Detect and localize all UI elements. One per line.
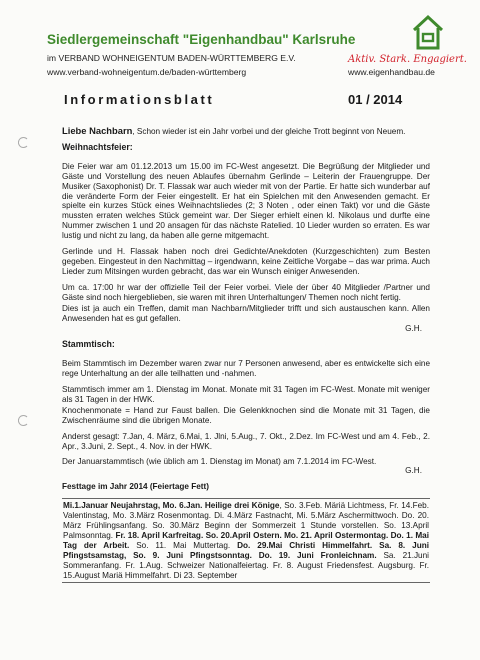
festtage-segment-bold: Fr. 18. April Karfreitag. So. 20.April Ostern. Mo. 21. April Ostermontag. Do. 1. Mai Tag der Arbeit. bbox=[63, 530, 429, 550]
festtage-segment: , So. 3.Feb. Märiä Lichtmess, Fr. 14.Feb. Valentinstag, Mo. 3.März Rosenmontag. Di. 4.März Fastnacht, Mi. 5.März Aschermittwoch. Do. 20. März Frühlingsanfang. So. 30.März Beginn der Sommerzeit 1 Stunde vorstellen. So. 13.April Palmsonntag. bbox=[63, 501, 430, 540]
house-logo-icon bbox=[412, 14, 444, 52]
signature: G.H. bbox=[405, 466, 422, 476]
section-heading-festtage: Festtage im Jahr 2014 (Feiertage Fett) bbox=[62, 482, 209, 492]
stammtisch-paragraph-4: Anderst gesagt: 7.Jan, 4. März, 6.Mai, 1. Jlni, 5.Aug., 7. Okt., 2.Dez. Im FC-West und am 4. Feb., 2. Apr., 3.Juni, 2. Sept., 4. Nov. in der HWK. bbox=[62, 431, 430, 451]
festtage-segment-bold: Mi.1.Januar Neujahrstag, Mo. 6.Jan. Heilige drei Könige bbox=[63, 501, 280, 511]
weihnachtsfeier-paragraph-3: Um ca. 17:00 hr war der offizielle Teil der Feier vorbei. Viele der über 40 Mitglieder /Partner und Gäste sind noch hiergeblieben, sie waren mit ihren Unterhaltungen/ Themen noch nicht fertig. bbox=[62, 282, 430, 302]
festtage-segment-bold: Do. 29.Mai Christi Himmelfahrt. Sa. 8. Juni Pfingstsamstag, So. 9. Juni Pfingstsonntag. Do. 19. Juni Fronleichnam. bbox=[63, 540, 429, 560]
greeting-text: , Schon wieder ist ein Jahr vorbei und der gleiche Trott beginnt von Neuem. bbox=[132, 127, 406, 136]
stammtisch-paragraph-1: Beim Stammtisch im Dezember waren zwar nur 7 Personen anwesend, aber es entwickelte sich eine rege Unterhaltung an der alle teilhatten und -nahmen. bbox=[62, 359, 430, 379]
section-heading-stammtisch: Stammtisch: bbox=[62, 339, 115, 350]
org-affiliation: im VERBAND WOHNEIGENTUM BADEN-WÜRTTEMBERG E.V. bbox=[47, 53, 296, 63]
weihnachtsfeier-paragraph-1: Die Feier war am 01.12.2013 um 15.00 im FC-West angesetzt. Die Begrüßung der Mitglieder und Gäste und Vorstellung des neuen Ablaufes übernahm Gerlinde – Leiterin der Frauengruppe. Der Musiker (Saxophonist) Dr. T. Flassak war auch wieder mit von der Partie. Er hatte sich wunderbar auf die veränderte Form der Feier eingestellt. Er hat ein Spielchen mit den Anwesenden gemacht. Er spielte ein kurzes Stück eines Weihnachtsliedes (2; 3 Noten , oder einen Takt) vor und die Gäste mussten erraten welches Stück gemeint war. Der Sieger erhielt einen kl. Nikolaus und durfte eine Nummer zwischen 1 und 20 ansagen für das nächste Ratelied. 10 Lieder wurden so erraten. Es war lustig und nicht zu lang, da haben alle gerne mitgemacht. bbox=[62, 161, 430, 241]
stammtisch-paragraph-3: Knochenmonate = Hand zur Faust ballen. Die Gelenkknochen sind die Monate mit 31 Tagen, die Zwischenräume sind die übrigen Monate. bbox=[62, 405, 430, 425]
section-heading-weihnachtsfeier: Weihnachtsfeier: bbox=[62, 141, 133, 152]
tagline: Aktiv. Stark. Engagiert. bbox=[348, 54, 467, 65]
org-name: Siedlergemeinschaft "Eigenhandbau" Karlsruhe bbox=[47, 32, 356, 47]
weihnachtsfeier-paragraph-2: Gerlinde und H. Flassak haben noch drei Gedichte/Anekdoten (Kurzgeschichten) zum Besten gegeben. Eingesteut in den Nachmittag – irgendwann, keine Zeitliche Vorgabe – das war prima. Auch Lieder zum Mitsingen wurden gebracht, das war ein Wunsch einiger Anwesenden. bbox=[62, 247, 430, 276]
festtage-box bbox=[62, 498, 430, 583]
punch-hole-icon bbox=[18, 415, 29, 426]
greeting-salutation: Liebe Nachbarn bbox=[62, 126, 133, 136]
stammtisch-paragraph-2: Stammtisch immer am 1. Dienstag im Monat. Monate mit 31 Tagen im FC-West. Monate mit weniger als 31 Tagen in der HWK. bbox=[62, 385, 430, 404]
issue-number: 01 / 2014 bbox=[348, 92, 403, 107]
punch-hole-icon bbox=[18, 137, 29, 148]
stammtisch-paragraph-5: Der Januarstammtisch (wie üblich am 1. Dienstag im Monat) am 7.1.2014 im FC-West. bbox=[62, 457, 377, 467]
festtage-segment: So. 11. Mai Muttertag. bbox=[129, 540, 238, 550]
website-right: www.eigenhandbau.de bbox=[348, 67, 435, 77]
weihnachtsfeier-paragraph-4: Dies ist ja auch ein Treffen, damit man Nachbarn/Mitglieder trifft und sich austauschen kann. Allen Anwesenden hat es gut gefallen. bbox=[62, 303, 430, 323]
greeting bbox=[62, 126, 430, 137]
festtage-segment: Sa. 21.Juni Sommeranfang. Fr. 1.Aug. Schweizer Nationalfeiertag. Fr. 8. August Friedensfest. Augsburg. Fr. 15.August Mariä Himmelfahrt. Di 23. September bbox=[63, 550, 429, 580]
org-website: www.verband-wohneigentum.de/baden-württemberg bbox=[47, 67, 247, 77]
document-body bbox=[62, 126, 430, 656]
signature: G.H. bbox=[405, 324, 422, 334]
page-title: Informationsblatt bbox=[64, 92, 215, 107]
